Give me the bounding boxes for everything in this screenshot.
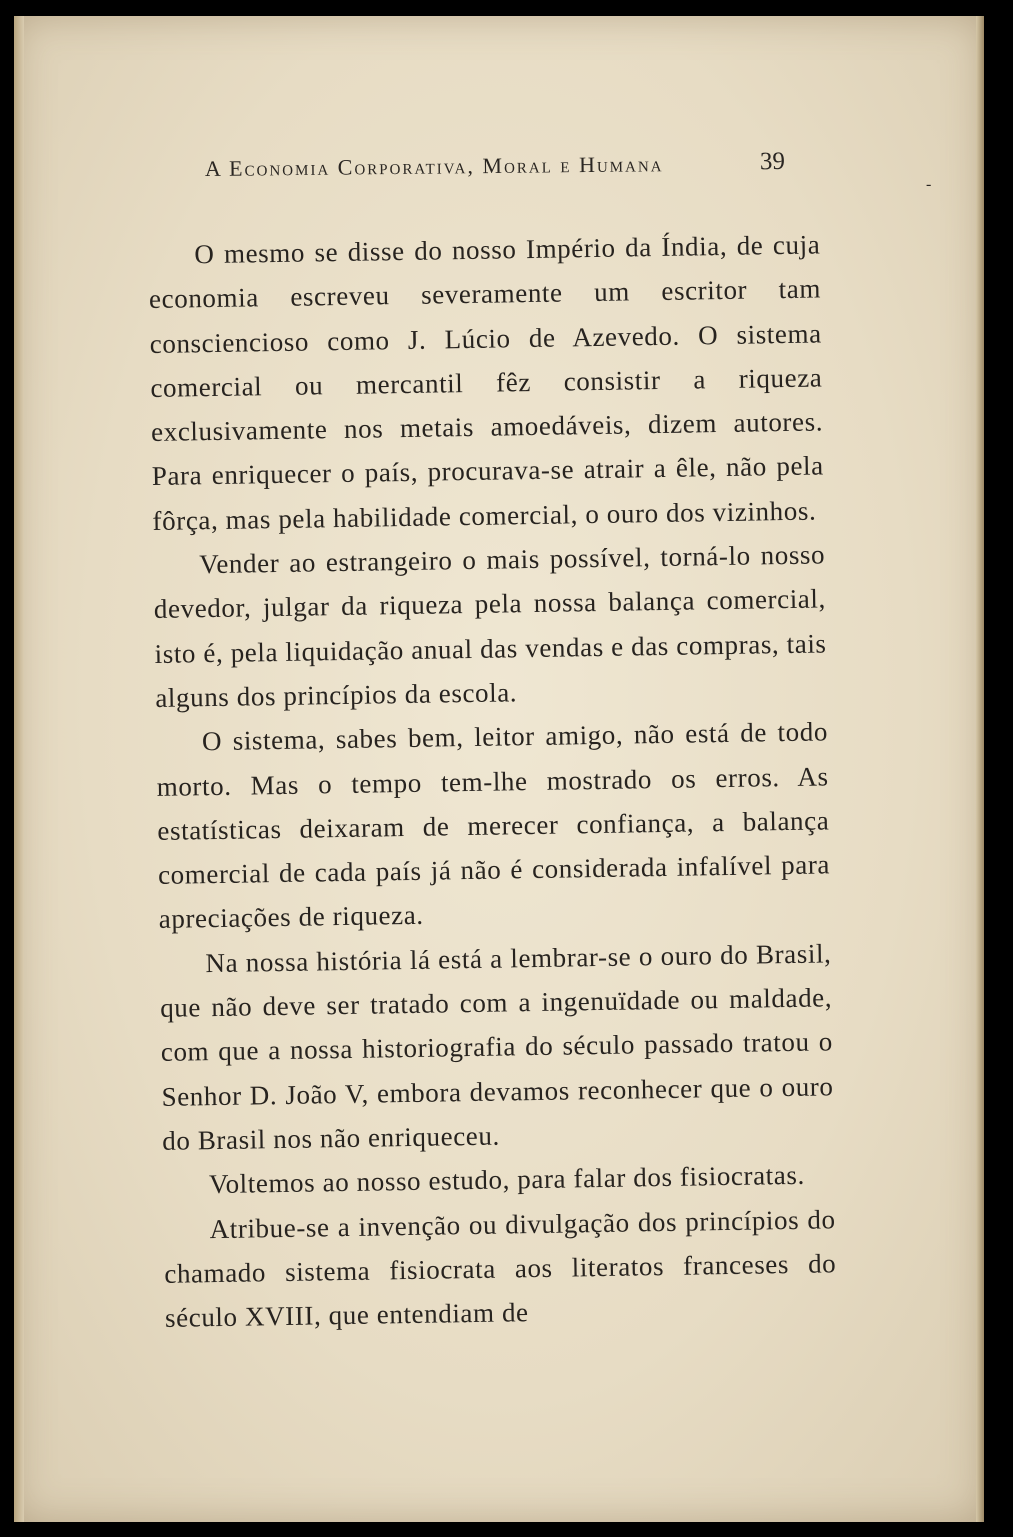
body-text <box>148 222 837 1333</box>
page-gutter <box>14 16 24 1522</box>
paragraph: Atribue-se a invenção ou divulgação dos princípios do chamado sistema fisiocrata aos literatos franceses do século XVIII, que entendiam de <box>164 1203 837 1333</box>
page-edge <box>976 16 984 1522</box>
paragraph: Na nossa história lá está a lembrar-se o ouro do Brasil, que não deve ser tratado com a ingenuïdade ou maldade, com que a nossa historiografia do século passado tratou o Senhor D. João V, embora devamos reconhecer que o ouro do Brasil nos não enriqueceu. <box>159 938 834 1156</box>
running-head-title: A Economia Corporativa, Moral e Humana <box>204 151 664 181</box>
paragraph: O mesmo se disse do nosso Império da Índia, de cuja economia escreveu severamente um escritor tam consciencioso como J. Lúcio de Azevedo. O sistema comercial ou mercantil fêz consistir a riqueza exclusivamente nos metais amoedáveis, dizem autores. Para enriquecer o país, procurava-se atrair a êle, não pela fôrça, mas pela habilidade comercial, o ouro dos vizinhos. <box>148 229 824 536</box>
paragraph: O sistema, sabes bem, leitor amigo, não está de todo morto. Mas o tempo tem-lhe mostrado os erros. As estatísticas deixaram de merecer confiança, a balança comercial de cada país já não é considerada infalível para apreciações de riqueza. <box>156 716 831 935</box>
running-head <box>204 147 825 196</box>
paragraph: Voltemos ao nosso estudo, para falar dos fisiocratas. <box>208 1160 806 1200</box>
paragraph: Vender ao estrangeiro o mais possível, torná-lo nosso devedor, julgar da riqueza pela nossa balança comercial, isto é, pela liquidação anual das vendas e das compras, tais alguns dos princípios da escola. <box>153 539 827 713</box>
page-number: 39 <box>759 147 786 176</box>
margin-mark: - <box>926 176 932 193</box>
